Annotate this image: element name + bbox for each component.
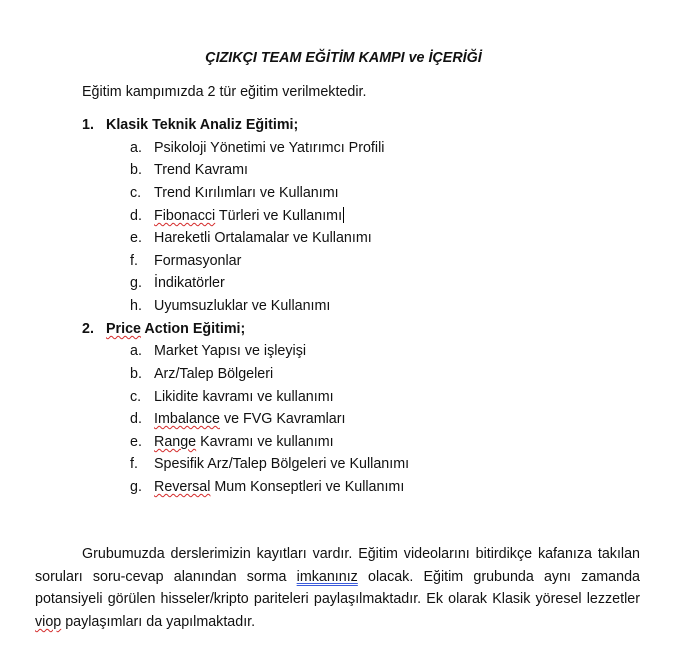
- list-item: [130, 296, 330, 316]
- list-item: [130, 387, 334, 407]
- section-heading-1: [82, 115, 298, 135]
- list-item-text: Türleri ve Kullanımı: [215, 208, 343, 224]
- list-item-text: Trend Kırılımları ve Kullanımı: [154, 185, 339, 201]
- list-item-text: Trend Kavramı: [154, 162, 249, 178]
- misspelled-word[interactable]: Reversal: [154, 479, 211, 495]
- list-letter: b.: [130, 162, 142, 178]
- list-letter: c.: [130, 185, 142, 201]
- list-item-text: Kavramı ve kullanımı: [196, 434, 334, 450]
- misspelled-word[interactable]: viop: [35, 614, 62, 631]
- section-heading-2: [82, 319, 245, 339]
- misspelled-word[interactable]: Price: [106, 321, 141, 337]
- grammar-flagged-word[interactable]: imkanınız: [296, 568, 358, 585]
- list-item: [130, 160, 248, 180]
- list-letter: e.: [130, 230, 142, 246]
- list-letter: g.: [130, 275, 142, 291]
- list-item: [130, 477, 404, 497]
- section-title: Action Eğitimi;: [140, 321, 246, 337]
- list-item: [130, 228, 372, 248]
- list-item-text: ve FVG Kavramları: [219, 411, 346, 427]
- list-item-text: Psikoloji Yönetimi ve Yatırımcı Profili: [154, 140, 385, 156]
- list-item: [130, 409, 346, 429]
- list-item-text: Spesifik Arz/Talep Bölgeleri ve Kullanımı: [154, 456, 410, 472]
- list-item: [130, 251, 241, 271]
- list-letter: h.: [130, 298, 142, 314]
- list-item: [130, 432, 334, 452]
- document-title: ÇIZIKÇI TEAM EĞİTİM KAMPI ve İÇERİĞİ: [205, 50, 482, 66]
- list-letter: d.: [130, 208, 142, 224]
- list-item-text: Likidite kavramı ve kullanımı: [154, 389, 334, 405]
- list-item-text: Formasyonlar: [154, 253, 242, 269]
- paragraph-text: olacak. Eğitim grubunda aynı zamanda potansiyeli görülen hisseler/kripto pariteleri paylaşılmaktadır. Ek olarak Klasik yöresel lezzetler: [35, 568, 640, 608]
- list-letter: f.: [130, 456, 138, 472]
- paragraph-text: Grubumuzda derslerimizin kayıtları vardır. Eğitim videolarını bitirdikçe kafanıza takılan soruları soru-cevap alanından sorma: [35, 546, 640, 585]
- list-letter: d.: [130, 411, 142, 427]
- list-item: [130, 454, 409, 474]
- section-number: 1.: [82, 117, 94, 133]
- paragraph-text: paylaşımları da yapılmaktadır.: [61, 614, 256, 631]
- list-item-text: Mum Konseptleri ve Kullanımı: [210, 479, 405, 495]
- list-letter: a.: [130, 343, 142, 359]
- list-item: [130, 273, 225, 293]
- list-letter: a.: [130, 140, 142, 156]
- list-item-text: Arz/Talep Bölgeleri: [154, 366, 274, 382]
- list-letter: c.: [130, 389, 142, 405]
- misspelled-word[interactable]: Range: [154, 434, 197, 450]
- list-item: [130, 183, 339, 203]
- misspelled-word[interactable]: Imbalance: [154, 411, 220, 427]
- list-item: [130, 341, 306, 361]
- list-item: [130, 138, 384, 158]
- list-letter: b.: [130, 366, 142, 382]
- section-number: 2.: [82, 321, 94, 337]
- list-item-text: Market Yapısı ve işleyişi: [154, 343, 307, 359]
- section-title: Klasik Teknik Analiz Eğitimi;: [106, 117, 299, 133]
- body-paragraph: [35, 543, 640, 634]
- list-letter: f.: [130, 253, 138, 269]
- list-item-text: İndikatörler: [154, 275, 225, 291]
- list-item: [130, 364, 273, 384]
- list-letter: g.: [130, 479, 142, 495]
- intro-text: Eğitim kampımızda 2 tür eğitim verilmektedir.: [82, 84, 367, 100]
- list-item-text: Hareketli Ortalamalar ve Kullanımı: [154, 230, 372, 246]
- list-letter: e.: [130, 434, 142, 450]
- list-item-text: Uyumsuzluklar ve Kullanımı: [154, 298, 331, 314]
- misspelled-word[interactable]: Fibonacci: [154, 208, 216, 224]
- list-item: [130, 206, 344, 226]
- text-cursor: [343, 207, 344, 223]
